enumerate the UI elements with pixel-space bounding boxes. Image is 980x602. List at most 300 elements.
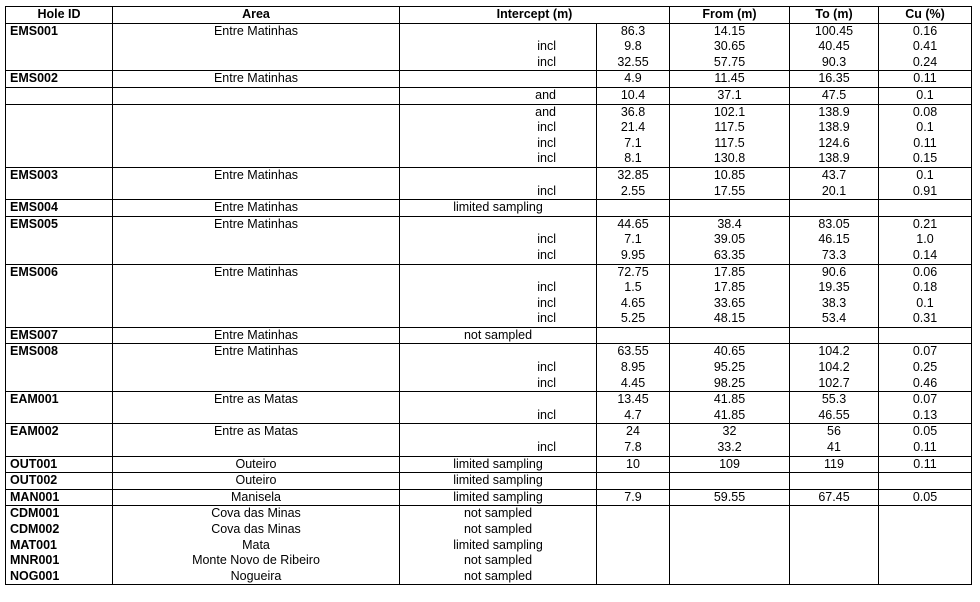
to-cell: 46.15: [790, 232, 879, 248]
to-cell: [790, 522, 879, 538]
intercept-qualifier-cell: and: [400, 87, 597, 104]
area-cell: Entre Matinhas: [113, 344, 400, 360]
hole-id-cell: EMS007: [6, 327, 113, 344]
area-cell: Entre Matinhas: [113, 200, 400, 217]
cu-cell: [879, 569, 972, 585]
to-cell: [790, 569, 879, 585]
cu-cell: 0.24: [879, 55, 972, 71]
to-cell: 16.35: [790, 71, 879, 88]
intercept-cell: 72.75: [597, 264, 670, 280]
row-group: [6, 167, 972, 199]
row-group: [6, 392, 972, 424]
area-cell: [113, 248, 400, 264]
from-cell: [670, 506, 790, 522]
table-row: [6, 522, 972, 538]
hole-id-cell: NOG001: [6, 569, 113, 585]
row-group: [6, 473, 972, 490]
table-row: [6, 376, 972, 392]
to-cell: 46.55: [790, 408, 879, 424]
table-row: [6, 55, 972, 71]
intercept-cell: 7.9: [597, 489, 670, 506]
area-cell: Mata: [113, 538, 400, 554]
to-cell: [790, 506, 879, 522]
from-cell: [670, 327, 790, 344]
table-row: [6, 296, 972, 312]
row-group: [6, 23, 972, 71]
from-cell: 11.45: [670, 71, 790, 88]
intercept-qualifier-cell: incl: [400, 360, 597, 376]
hole-id-cell: [6, 440, 113, 456]
header-row: [6, 7, 972, 24]
table-row: [6, 506, 972, 522]
intercept-cell: [597, 522, 670, 538]
intercept-cell: 24: [597, 424, 670, 440]
from-cell: 130.8: [670, 151, 790, 167]
table-row: [6, 232, 972, 248]
table-row: [6, 184, 972, 200]
hole-id-cell: [6, 248, 113, 264]
sampling-status-cell: not sampled: [400, 327, 597, 344]
to-cell: 119: [790, 456, 879, 473]
to-cell: 104.2: [790, 360, 879, 376]
from-cell: [670, 522, 790, 538]
area-cell: Entre as Matas: [113, 424, 400, 440]
hole-id-cell: CDM001: [6, 506, 113, 522]
row-group: [6, 200, 972, 217]
from-cell: [670, 553, 790, 569]
to-cell: [790, 200, 879, 217]
intercept-cell: 32.55: [597, 55, 670, 71]
intercept-cell: [597, 473, 670, 490]
intercept-cell: 10.4: [597, 87, 670, 104]
table-row: [6, 327, 972, 344]
cu-cell: 0.11: [879, 456, 972, 473]
row-group: [6, 87, 972, 104]
cu-cell: 0.46: [879, 376, 972, 392]
row-group: [6, 506, 972, 585]
hole-id-cell: [6, 376, 113, 392]
intercept-qualifier-cell: [400, 167, 597, 183]
from-cell: 102.1: [670, 104, 790, 120]
row-group: [6, 216, 972, 264]
from-cell: 17.85: [670, 264, 790, 280]
sampling-status-cell: not sampled: [400, 569, 597, 585]
area-cell: [113, 232, 400, 248]
to-cell: [790, 327, 879, 344]
hole-id-cell: EAM002: [6, 424, 113, 440]
hole-id-cell: OUT002: [6, 473, 113, 490]
to-cell: 138.9: [790, 104, 879, 120]
cu-cell: 1.0: [879, 232, 972, 248]
from-cell: 38.4: [670, 216, 790, 232]
to-cell: 53.4: [790, 311, 879, 327]
from-cell: 10.85: [670, 167, 790, 183]
from-cell: 37.1: [670, 87, 790, 104]
table-row: [6, 280, 972, 296]
hole-id-cell: [6, 184, 113, 200]
intercept-cell: 21.4: [597, 120, 670, 136]
area-cell: Entre as Matas: [113, 392, 400, 408]
intercept-qualifier-cell: incl: [400, 120, 597, 136]
table-row: [6, 151, 972, 167]
row-group: [6, 489, 972, 506]
hole-id-cell: [6, 311, 113, 327]
table-row: [6, 216, 972, 232]
area-cell: [113, 87, 400, 104]
from-cell: 17.55: [670, 184, 790, 200]
area-cell: [113, 39, 400, 55]
hole-id-cell: [6, 151, 113, 167]
area-cell: [113, 120, 400, 136]
sampling-status-cell: not sampled: [400, 522, 597, 538]
cu-cell: 0.1: [879, 167, 972, 183]
intercept-cell: 5.25: [597, 311, 670, 327]
area-cell: Cova das Minas: [113, 522, 400, 538]
from-cell: 63.35: [670, 248, 790, 264]
sampling-status-cell: limited sampling: [400, 200, 597, 217]
cu-cell: [879, 553, 972, 569]
table-row: [6, 167, 972, 183]
row-group: [6, 344, 972, 392]
area-cell: Entre Matinhas: [113, 71, 400, 88]
intercept-qualifier-cell: and: [400, 104, 597, 120]
cu-cell: 0.25: [879, 360, 972, 376]
table-row: [6, 360, 972, 376]
to-cell: 55.3: [790, 392, 879, 408]
cu-cell: 0.06: [879, 264, 972, 280]
to-cell: 90.6: [790, 264, 879, 280]
intercept-cell: [597, 569, 670, 585]
intercept-cell: 13.45: [597, 392, 670, 408]
from-cell: 41.85: [670, 408, 790, 424]
intercept-cell: 4.7: [597, 408, 670, 424]
intercept-qualifier-cell: incl: [400, 280, 597, 296]
hole-id-cell: MAN001: [6, 489, 113, 506]
hole-id-cell: EMS006: [6, 264, 113, 280]
header-from: From (m): [670, 7, 790, 24]
from-cell: 17.85: [670, 280, 790, 296]
to-cell: 41: [790, 440, 879, 456]
cu-cell: 0.31: [879, 311, 972, 327]
to-cell: 56: [790, 424, 879, 440]
table-row: [6, 23, 972, 39]
from-cell: [670, 569, 790, 585]
sampling-status-cell: not sampled: [400, 553, 597, 569]
hole-id-cell: MAT001: [6, 538, 113, 554]
area-cell: [113, 376, 400, 392]
cu-cell: 0.18: [879, 280, 972, 296]
intercept-qualifier-cell: incl: [400, 311, 597, 327]
area-cell: Cova das Minas: [113, 506, 400, 522]
intercept-cell: [597, 553, 670, 569]
to-cell: 124.6: [790, 136, 879, 152]
cu-cell: 0.21: [879, 216, 972, 232]
table-row: [6, 311, 972, 327]
cu-cell: [879, 327, 972, 344]
sampling-status-cell: limited sampling: [400, 489, 597, 506]
intercept-qualifier-cell: incl: [400, 136, 597, 152]
from-cell: [670, 538, 790, 554]
intercept-cell: 1.5: [597, 280, 670, 296]
cu-cell: 0.11: [879, 71, 972, 88]
to-cell: [790, 538, 879, 554]
intercept-qualifier-cell: [400, 392, 597, 408]
from-cell: 117.5: [670, 136, 790, 152]
hole-id-cell: [6, 280, 113, 296]
from-cell: 59.55: [670, 489, 790, 506]
from-cell: 48.15: [670, 311, 790, 327]
drill-results-table: [5, 6, 972, 585]
intercept-qualifier-cell: incl: [400, 376, 597, 392]
row-group: [6, 264, 972, 327]
area-cell: Monte Novo de Ribeiro: [113, 553, 400, 569]
from-cell: 95.25: [670, 360, 790, 376]
to-cell: 67.45: [790, 489, 879, 506]
to-cell: 20.1: [790, 184, 879, 200]
hole-id-cell: MNR001: [6, 553, 113, 569]
cu-cell: 0.15: [879, 151, 972, 167]
hole-id-cell: EMS008: [6, 344, 113, 360]
table-row: [6, 473, 972, 490]
hole-id-cell: [6, 120, 113, 136]
intercept-cell: 4.9: [597, 71, 670, 88]
intercept-qualifier-cell: [400, 23, 597, 39]
cu-cell: [879, 538, 972, 554]
table-row: [6, 408, 972, 424]
intercept-qualifier-cell: incl: [400, 55, 597, 71]
hole-id-cell: [6, 87, 113, 104]
table-row: [6, 489, 972, 506]
table-row: [6, 87, 972, 104]
intercept-cell: 7.8: [597, 440, 670, 456]
row-group: [6, 104, 972, 167]
area-cell: [113, 184, 400, 200]
area-cell: Outeiro: [113, 456, 400, 473]
intercept-cell: [597, 538, 670, 554]
area-cell: [113, 151, 400, 167]
to-cell: [790, 473, 879, 490]
table-row: [6, 120, 972, 136]
hole-id-cell: OUT001: [6, 456, 113, 473]
hole-id-cell: [6, 55, 113, 71]
cu-cell: 0.07: [879, 392, 972, 408]
intercept-cell: 8.1: [597, 151, 670, 167]
table-row: [6, 569, 972, 585]
intercept-cell: 32.85: [597, 167, 670, 183]
to-cell: 43.7: [790, 167, 879, 183]
to-cell: 47.5: [790, 87, 879, 104]
intercept-cell: 9.8: [597, 39, 670, 55]
from-cell: 117.5: [670, 120, 790, 136]
intercept-cell: 4.45: [597, 376, 670, 392]
hole-id-cell: CDM002: [6, 522, 113, 538]
intercept-cell: 10: [597, 456, 670, 473]
area-cell: Entre Matinhas: [113, 167, 400, 183]
area-cell: [113, 311, 400, 327]
intercept-qualifier-cell: incl: [400, 151, 597, 167]
to-cell: 40.45: [790, 39, 879, 55]
from-cell: 57.75: [670, 55, 790, 71]
to-cell: 138.9: [790, 120, 879, 136]
cu-cell: 0.1: [879, 120, 972, 136]
row-group: [6, 424, 972, 456]
area-cell: [113, 440, 400, 456]
cu-cell: 0.1: [879, 87, 972, 104]
from-cell: 14.15: [670, 23, 790, 39]
intercept-cell: 7.1: [597, 136, 670, 152]
table-row: [6, 264, 972, 280]
intercept-cell: 63.55: [597, 344, 670, 360]
header-to: To (m): [790, 7, 879, 24]
table-row: [6, 424, 972, 440]
cu-cell: 0.11: [879, 136, 972, 152]
area-cell: [113, 55, 400, 71]
sampling-status-cell: not sampled: [400, 506, 597, 522]
table-row: [6, 344, 972, 360]
from-cell: 30.65: [670, 39, 790, 55]
area-cell: [113, 296, 400, 312]
cu-cell: [879, 522, 972, 538]
intercept-qualifier-cell: incl: [400, 39, 597, 55]
to-cell: 90.3: [790, 55, 879, 71]
intercept-cell: [597, 200, 670, 217]
area-cell: Outeiro: [113, 473, 400, 490]
hole-id-cell: [6, 136, 113, 152]
from-cell: 41.85: [670, 392, 790, 408]
hole-id-cell: [6, 360, 113, 376]
to-cell: 102.7: [790, 376, 879, 392]
area-cell: Entre Matinhas: [113, 264, 400, 280]
hole-id-cell: [6, 408, 113, 424]
area-cell: [113, 104, 400, 120]
cu-cell: [879, 200, 972, 217]
hole-id-cell: [6, 232, 113, 248]
header-intercept: Intercept (m): [400, 7, 670, 24]
table-row: [6, 136, 972, 152]
row-group: [6, 327, 972, 344]
table-row: [6, 200, 972, 217]
intercept-cell: 36.8: [597, 104, 670, 120]
to-cell: 83.05: [790, 216, 879, 232]
to-cell: 19.35: [790, 280, 879, 296]
intercept-cell: 44.65: [597, 216, 670, 232]
intercept-qualifier-cell: incl: [400, 232, 597, 248]
intercept-cell: [597, 506, 670, 522]
cu-cell: 0.1: [879, 296, 972, 312]
to-cell: [790, 553, 879, 569]
hole-id-cell: EMS003: [6, 167, 113, 183]
to-cell: 73.3: [790, 248, 879, 264]
row-group: [6, 71, 972, 88]
sampling-status-cell: limited sampling: [400, 473, 597, 490]
cu-cell: 0.05: [879, 424, 972, 440]
to-cell: 100.45: [790, 23, 879, 39]
table-row: [6, 440, 972, 456]
from-cell: 33.2: [670, 440, 790, 456]
cu-cell: 0.14: [879, 248, 972, 264]
cu-cell: 0.91: [879, 184, 972, 200]
area-cell: Nogueira: [113, 569, 400, 585]
table-row: [6, 104, 972, 120]
area-cell: Entre Matinhas: [113, 216, 400, 232]
from-cell: [670, 200, 790, 217]
intercept-cell: 86.3: [597, 23, 670, 39]
intercept-qualifier-cell: incl: [400, 440, 597, 456]
hole-id-cell: EMS002: [6, 71, 113, 88]
area-cell: Entre Matinhas: [113, 23, 400, 39]
intercept-qualifier-cell: [400, 71, 597, 88]
header-hole-id: Hole ID: [6, 7, 113, 24]
table-row: [6, 456, 972, 473]
intercept-qualifier-cell: [400, 264, 597, 280]
hole-id-cell: EAM001: [6, 392, 113, 408]
table-row: [6, 538, 972, 554]
cu-cell: 0.11: [879, 440, 972, 456]
cu-cell: 0.05: [879, 489, 972, 506]
cu-cell: 0.07: [879, 344, 972, 360]
intercept-qualifier-cell: incl: [400, 184, 597, 200]
from-cell: 39.05: [670, 232, 790, 248]
intercept-qualifier-cell: [400, 344, 597, 360]
from-cell: 40.65: [670, 344, 790, 360]
cu-cell: 0.08: [879, 104, 972, 120]
area-cell: [113, 408, 400, 424]
intercept-cell: 7.1: [597, 232, 670, 248]
intercept-cell: 8.95: [597, 360, 670, 376]
to-cell: 138.9: [790, 151, 879, 167]
hole-id-cell: [6, 39, 113, 55]
hole-id-cell: [6, 104, 113, 120]
header-cu: Cu (%): [879, 7, 972, 24]
area-cell: [113, 136, 400, 152]
intercept-qualifier-cell: [400, 424, 597, 440]
intercept-qualifier-cell: [400, 216, 597, 232]
row-group: [6, 456, 972, 473]
sampling-status-cell: limited sampling: [400, 538, 597, 554]
table-row: [6, 71, 972, 88]
table-row: [6, 39, 972, 55]
to-cell: 104.2: [790, 344, 879, 360]
intercept-cell: 4.65: [597, 296, 670, 312]
cu-cell: [879, 473, 972, 490]
header-area: Area: [113, 7, 400, 24]
table-row: [6, 392, 972, 408]
hole-id-cell: EMS001: [6, 23, 113, 39]
intercept-cell: 9.95: [597, 248, 670, 264]
from-cell: 33.65: [670, 296, 790, 312]
cu-cell: [879, 506, 972, 522]
area-cell: Manisela: [113, 489, 400, 506]
area-cell: [113, 360, 400, 376]
area-cell: Entre Matinhas: [113, 327, 400, 344]
drill-results-table-container: [5, 6, 972, 585]
intercept-cell: [597, 327, 670, 344]
intercept-cell: 2.55: [597, 184, 670, 200]
cu-cell: 0.41: [879, 39, 972, 55]
hole-id-cell: EMS005: [6, 216, 113, 232]
sampling-status-cell: limited sampling: [400, 456, 597, 473]
from-cell: 32: [670, 424, 790, 440]
area-cell: [113, 280, 400, 296]
intercept-qualifier-cell: incl: [400, 296, 597, 312]
hole-id-cell: [6, 296, 113, 312]
cu-cell: 0.13: [879, 408, 972, 424]
from-cell: 109: [670, 456, 790, 473]
table-row: [6, 553, 972, 569]
from-cell: [670, 473, 790, 490]
intercept-qualifier-cell: incl: [400, 248, 597, 264]
from-cell: 98.25: [670, 376, 790, 392]
